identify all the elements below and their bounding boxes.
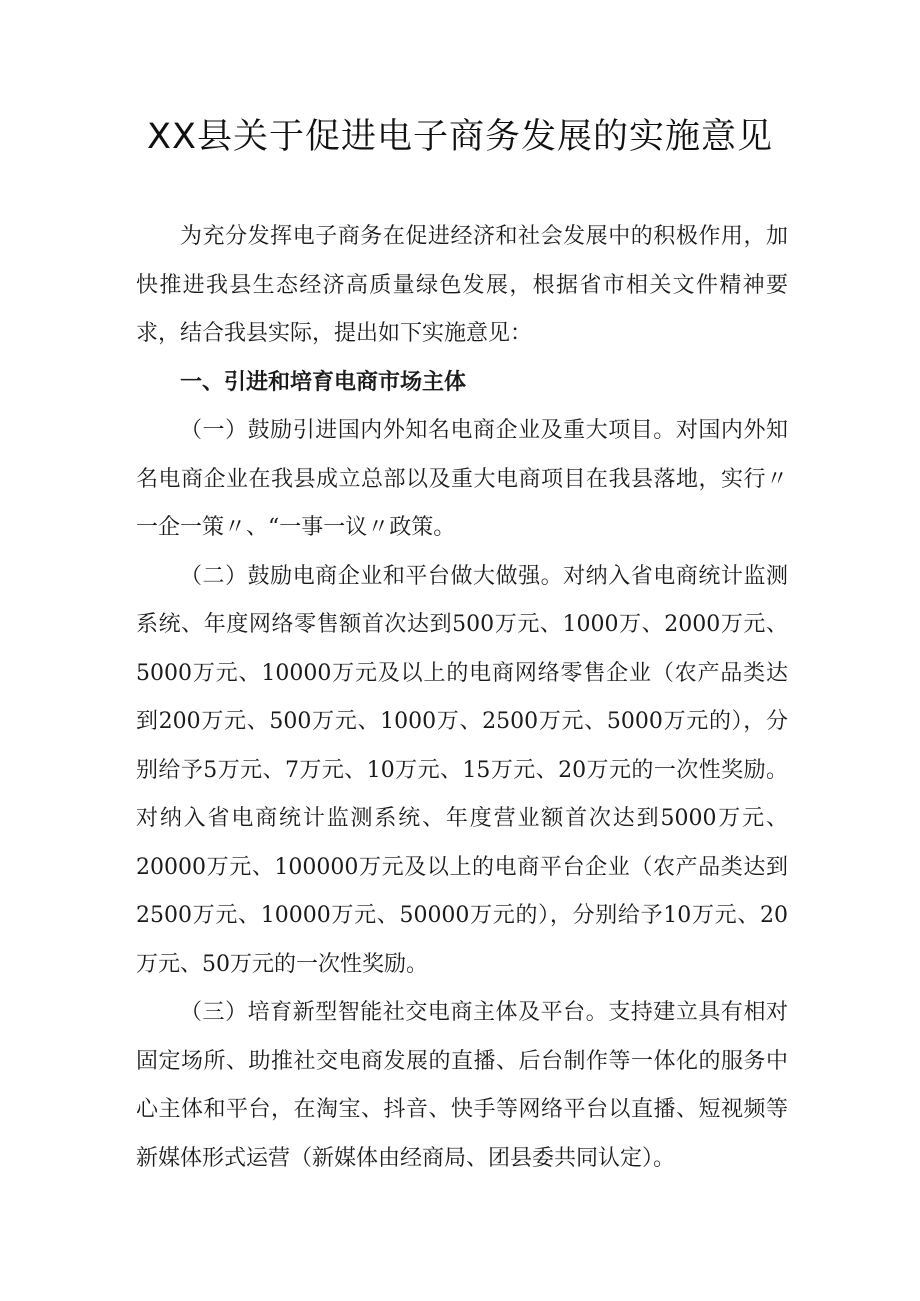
section-heading: 一、引进和培育电商市场主体 <box>180 369 467 395</box>
clause-paragraph-1: （一）鼓励引进国内外知名电商企业及重大项目。对国内外知名电商企业在我县成立总部以及重大电商项目在我县落地，实行〃一企一策〃、“一事一议〃政策。 <box>136 418 788 540</box>
clause-paragraph-2: （二）鼓励电商企业和平台做大做强。对纳入省电商统计监测系统、年度网络零售额首次达到500万元、1000万、2000万元、5000万元、10000万元及以上的电商网络零售企业（农产品类达到200万元、500万元、1000万、2500万元、5000万元的），分别给予5万元、7万元、10万元、15万元、20万元的一次性奖励。对纳入省电商统计监测系统、年度营业额首次达到5000万元、20000万元、100000万元及以上的电商平台企业（农产品类达到2500万元、10000万元、50000万元的），分别给予10万元、20万元、50万元的一次性奖励。 <box>136 563 788 977</box>
document-body <box>136 213 788 1183</box>
clause-paragraph-3: （三）培育新型智能社交电商主体及平台。支持建立具有相对固定场所、助推社交电商发展的直播、后台制作等一体化的服务中心主体和平台，在淘宝、抖音、快手等网络平台以直播、短视频等新媒体形式运营（新媒体由经商局、团县委共同认定）。 <box>136 1000 788 1171</box>
document-title: XX县关于促进电子商务发展的实施意见 <box>147 117 773 157</box>
intro-paragraph: 为充分发挥电子商务在促进经济和社会发展中的积极作用，加快推进我县生态经济高质量绿色发展，根据省市相关文件精神要求，结合我县实际，提出如下实施意见： <box>136 224 788 346</box>
